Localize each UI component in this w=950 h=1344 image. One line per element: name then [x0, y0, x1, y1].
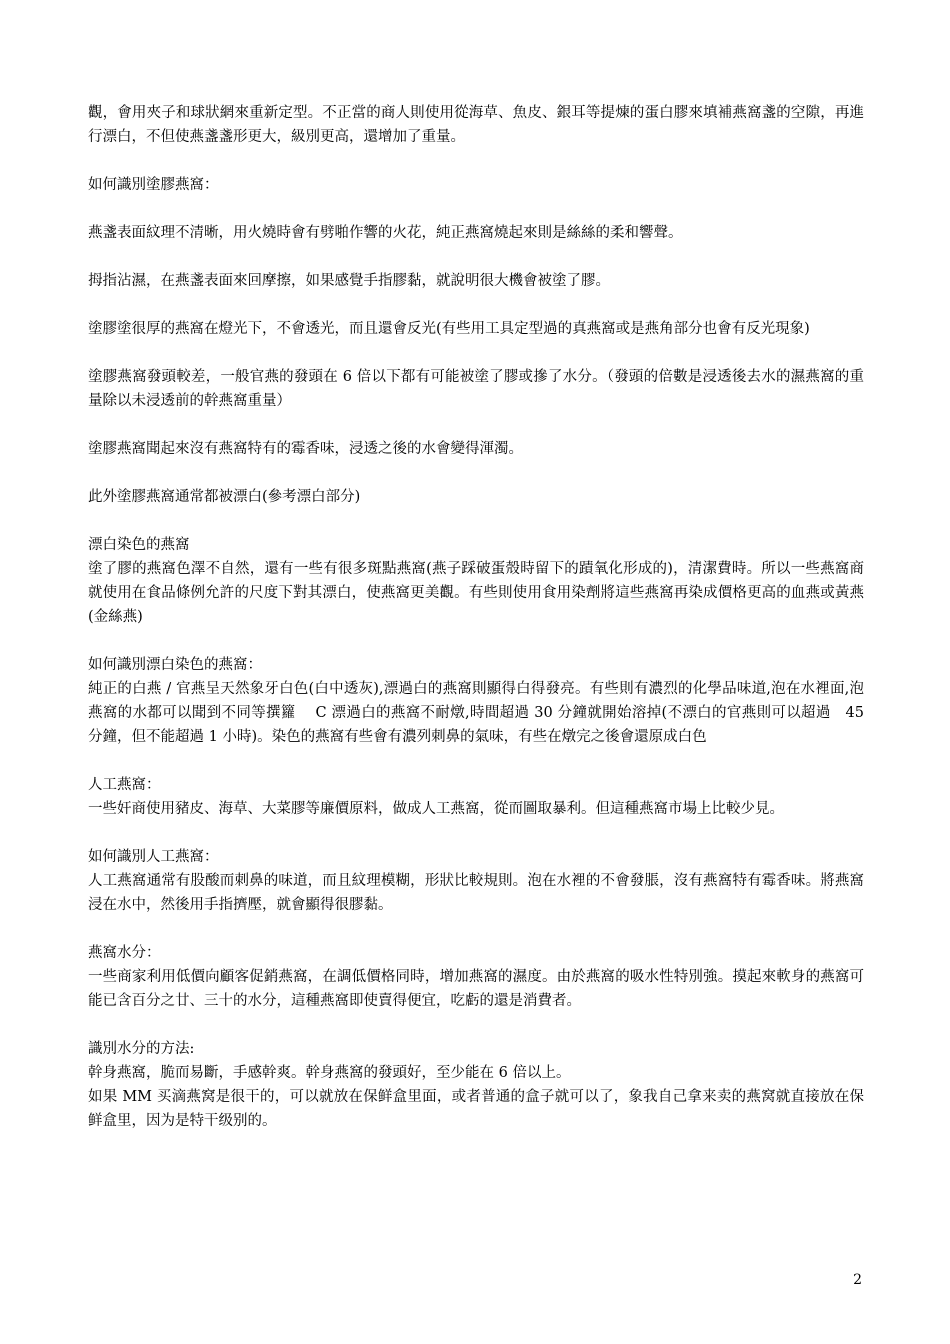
section-heading: 如何識別漂白染色的燕窩： — [88, 657, 262, 673]
section-body: 塗了膠的燕窩色澤不自然，還有一些有很多斑點燕窩(燕子踩破蛋殼時留下的蹟氧化形成的)，清潔費時。所以一些燕窩商就使用在食品條例允許的尺度下對其漂白，使燕窩更美觀。有些則使用食用染劑將這些燕窩再染成價格更高的血燕或黃燕(金絲燕) — [88, 561, 864, 625]
section-heading: 如何識別人工燕窩： — [88, 849, 219, 865]
section-body: 一些奸商使用豬皮、海草、大菜膠等廉價原料，做成人工燕窩，從而圖取暴利。但這種燕窩市場上比較少見。 — [88, 801, 784, 817]
paragraph-glue-bleach-note: 此外塗膠燕窩通常都被漂白(參考漂白部分) — [88, 489, 361, 505]
paragraph-intro: 觀，會用夾子和球狀網來重新定型。不正當的商人則使用從海草、魚皮、銀耳等提煉的蛋白膠來填補燕窩盞的空隙，再進行漂白，不但使燕盞盞形更大，級別更高，還增加了重量。 — [88, 105, 864, 145]
heading-glue-identify: 如何識別塗膠燕窩： — [88, 177, 219, 193]
section-body: 人工燕窩通常有股酸而刺鼻的味道，而且紋理模糊，形狀比較規則。泡在水裡的不會發脹，沒有燕窩特有霉香味。將燕窩浸在水中，然後用手指擠壓，就會顯得很膠黏。 — [88, 873, 864, 913]
paragraph-glue-light: 塗膠塗很厚的燕窩在燈光下，不會透光，而且還會反光(有些用工具定型過的真燕窩或是燕角部分也會有反光現象) — [88, 321, 810, 337]
section-body: 一些商家利用低價向顧客促銷燕窩，在調低價格同時，增加燕窩的濕度。由於燕窩的吸水性特別強。摸起來軟身的燕窩可能已含百分之廿、三十的水分，這種燕窩即使賣得便宜，吃虧的還是消費者。 — [88, 969, 864, 1009]
section-identify-bleached — [88, 653, 879, 749]
section-heading: 漂白染色的燕窩 — [88, 537, 190, 553]
paragraph-glue-burn: 燕盞表面紋理不清晰，用火燒時會有劈啪作響的火花，純正燕窩燒起來則是絲絲的柔和響聲。 — [88, 225, 683, 241]
section-bleached — [88, 533, 864, 629]
section-body: 幹身燕窩，脆而易斷，手感幹爽。幹身燕窩的發頭好，至少能在 6 倍以上。 — [88, 1065, 571, 1081]
section-identify-moisture — [88, 1037, 864, 1133]
section-identify-artificial — [88, 845, 864, 917]
paragraph-glue-expansion: 塗膠燕窩發頭較差，一般官燕的發頭在 6 倍以下都有可能被塗了膠或摻了水分。（發頭的倍數是浸透後去水的濕燕窩的重量除以未浸透前的幹燕窩重量） — [88, 369, 864, 409]
paragraph-glue-thumb: 拇指沾濕，在燕盞表面來回摩擦，如果感覺手指膠黏，就說明很大機會被塗了膠。 — [88, 273, 610, 289]
section-body-storage: 如果 MM 买滴燕窝是很干的，可以就放在保鲜盒里面，或者普通的盒子就可以了，象我自己拿来卖的燕窝就直接放在保鲜盒里，因为是特干级别的。 — [88, 1089, 864, 1129]
section-artificial — [88, 773, 864, 821]
section-body: 純正的白燕 / 官燕呈天然象牙白色(白中透灰),漂過白的燕窩則顯得白得發亮。有些則有濃烈的化學品味道,泡在水裡面,泡燕窩的水都可以聞到不同等撰籮 C 漂過白的燕窩不耐燉,時間超過 30 分鐘就開始溶掉(不漂白的官燕則可以超過 45 分鐘，但不能超過 1 小時)。染色的燕窩有些會有濃列刺鼻的氣味，有些在燉完之後會還原成白色 — [88, 681, 879, 745]
page-number: 2 — [853, 1272, 862, 1288]
paragraph-glue-smell: 塗膠燕窩聞起來沒有燕窩特有的霉香味，浸透之後的水會變得渾濁。 — [88, 441, 523, 457]
section-heading: 識別水分的方法: — [88, 1041, 195, 1057]
document-page — [88, 101, 879, 1157]
section-heading: 人工燕窩： — [88, 777, 161, 793]
section-moisture — [88, 941, 864, 1013]
section-heading: 燕窩水分： — [88, 945, 161, 961]
